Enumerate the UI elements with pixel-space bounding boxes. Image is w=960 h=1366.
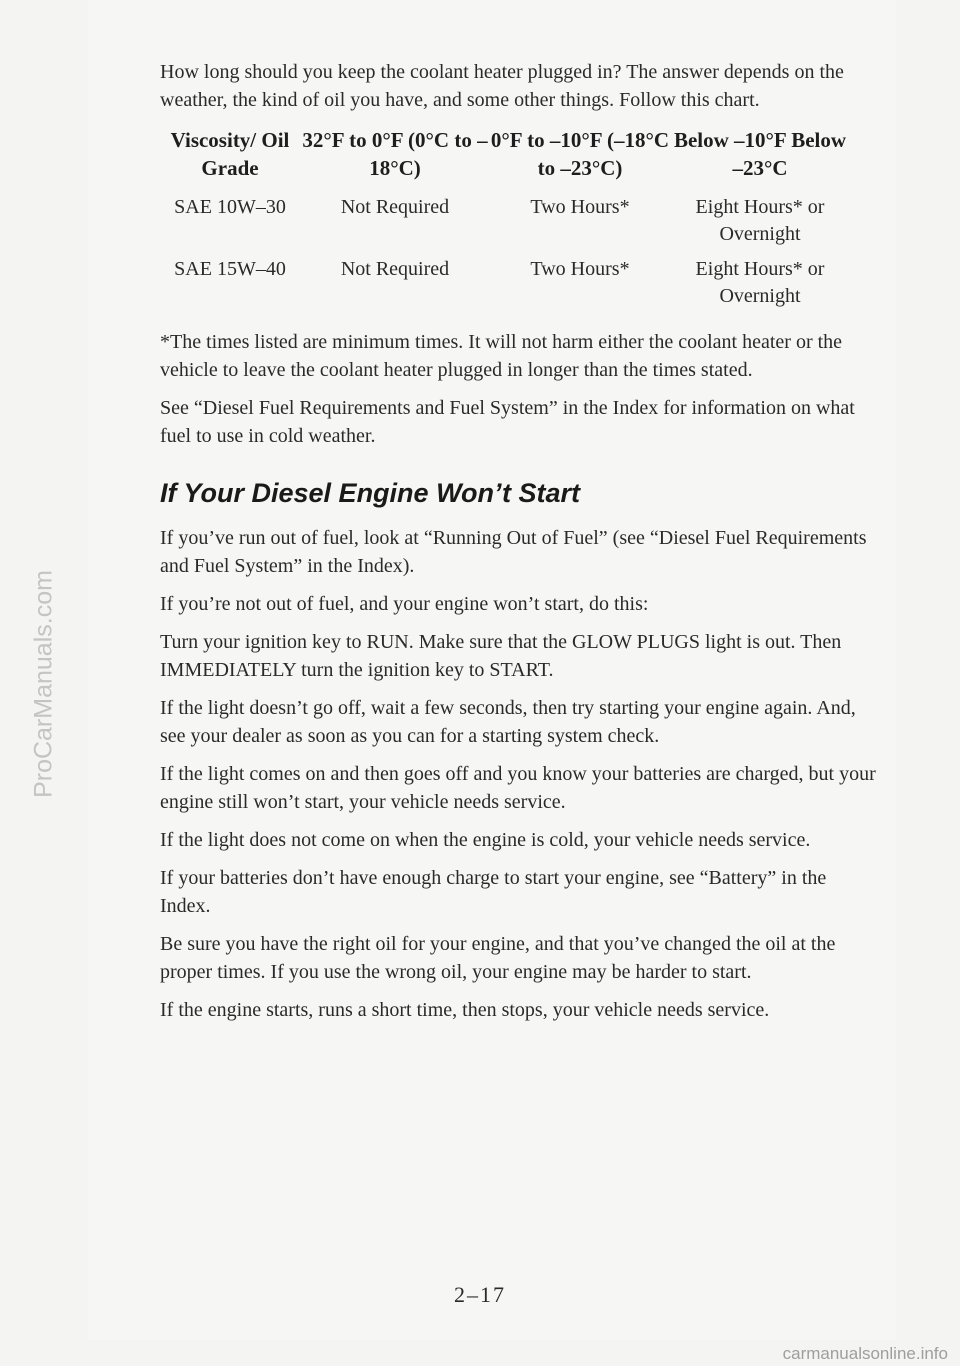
- table-cell: SAE 15W–40: [174, 258, 286, 280]
- page-number: 2–17: [454, 1282, 506, 1307]
- table-cell: Not Required: [340, 196, 450, 218]
- column-header: Below –10°F Below –23°C: [673, 128, 847, 180]
- table-row: [160, 256, 850, 318]
- body-paragraph: If you’ve run out of fuel, look at “Running Out of Fuel” (see “Diesel Fuel Requirements and Fuel System” in the Index).: [160, 527, 867, 577]
- watermark-bottom: carmanualsonline.info: [782, 1344, 948, 1363]
- intro-paragraph: How long should you keep the coolant heater plugged in? The answer depends on the weather, the kind of oil you have, and some other things. Follow this chart.: [160, 61, 844, 111]
- body-paragraph: Be sure you have the right oil for your engine, and that you’ve changed the oil at the proper times. If you use the wrong oil, your engine may be harder to start.: [160, 933, 836, 983]
- body-paragraph: If the engine starts, runs a short time, then stops, your vehicle needs service.: [160, 999, 770, 1021]
- table-cell: SAE 10W–30: [174, 196, 286, 218]
- watermark-left-text: ProCarManuals.com: [29, 570, 58, 798]
- coolant-heater-chart: [160, 126, 850, 318]
- page-content: [160, 58, 880, 1034]
- body-paragraph: If the light comes on and then goes off and you know your batteries are charged, but your engine still won’t start, your vehicle needs service.: [160, 763, 876, 813]
- body-paragraph: Turn your ignition key to RUN. Make sure that the GLOW PLUGS light is out. Then IMMEDIATELY turn the ignition key to START.: [160, 631, 842, 681]
- column-header: Viscosity/ Oil Grade: [170, 128, 290, 180]
- table-row: [160, 194, 850, 256]
- section-heading: If Your Diesel Engine Won’t Start: [160, 478, 581, 508]
- body-paragraph: If your batteries don’t have enough charge to start your engine, see “Battery” in the Index.: [160, 867, 827, 917]
- table-header-row: [160, 126, 850, 194]
- column-header: 0°F to –10°F (–18°C to –23°C): [490, 128, 670, 180]
- table-cell: Not Required: [340, 258, 450, 280]
- body-paragraph: If you’re not out of fuel, and your engine won’t start, do this:: [160, 593, 649, 615]
- see-index-note: See “Diesel Fuel Requirements and Fuel System” in the Index for information on what fuel to use in cold weather.: [160, 397, 855, 447]
- table-cell: Two Hours*: [530, 196, 630, 218]
- footnote: *The times listed are minimum times. It will not harm either the coolant heater or the vehicle to leave the coolant heater plugged in longer than the times stated.: [160, 331, 843, 381]
- body-paragraph: If the light does not come on when the engine is cold, your vehicle needs service.: [160, 829, 811, 851]
- body-paragraph: If the light doesn’t go off, wait a few seconds, then try starting your engine again. And, see your dealer as soon as you can for a starting system check.: [160, 697, 856, 747]
- column-header: 32°F to 0°F (0°C to –18°C): [302, 128, 488, 180]
- table-cell: Eight Hours* or Overnight: [695, 196, 825, 245]
- table-cell: Two Hours*: [530, 258, 630, 280]
- table-cell: Eight Hours* or Overnight: [695, 258, 825, 307]
